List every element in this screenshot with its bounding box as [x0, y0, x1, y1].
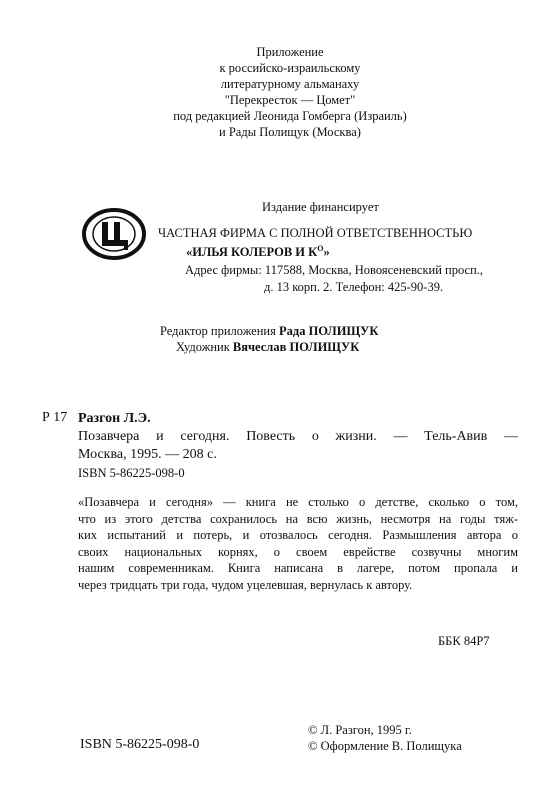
- catalog-isbn: ISBN 5-86225-098-0: [78, 466, 185, 480]
- editor-name: Рада ПОЛИЩУК: [279, 324, 379, 338]
- firm-name: [158, 226, 472, 260]
- header-line: и Рады Полищук (Москва): [219, 125, 361, 139]
- financed-by-label: Издание финансирует: [262, 200, 379, 214]
- artist-name: Вячеслав ПОЛИЩУК: [232, 340, 360, 354]
- annotation-line: своих национальных корнях, о своем еврействе созвучны многим: [78, 544, 518, 559]
- catalog-description-line2: Москва, 1995. — 208 с.: [78, 447, 217, 462]
- footer-isbn: ISBN 5-86225-098-0: [80, 737, 200, 752]
- artist-label: Художник: [176, 340, 230, 354]
- annotation-line: нашим современникам. Книга написана в лагере, потом пропала и: [78, 561, 518, 575]
- bbk-code: ББК 84Р7: [438, 634, 490, 648]
- firm-name-line1: ЧАСТНАЯ ФИРМА С ПОЛНОЙ ОТВЕТСТВЕННОСТЬЮ: [158, 226, 473, 240]
- publisher-logo-icon: [80, 207, 148, 261]
- firm-name-superscript: О: [317, 244, 324, 253]
- annotation-line: что из этого детства сохранилось на всю жизнь, несмотря на годы тяж-: [78, 511, 518, 526]
- firm-name-end: »: [323, 245, 330, 260]
- annotation-line: через тридцать три года, чудом уцелевшая, вернулась к автору.: [78, 577, 413, 592]
- annotation-line: ких испытаний и потерь, и отозвалось сегодня. Размышления автора о: [78, 528, 518, 542]
- catalog-entry: [78, 410, 518, 464]
- annotation-line: «Позавчера и сегодня» — книга не столько о детстве, сколько о том,: [78, 495, 518, 509]
- copyright-block: [308, 722, 462, 754]
- artist-credit: [160, 339, 378, 355]
- catalog-code: Р 17: [42, 410, 68, 425]
- copyright-design: © Оформление В. Полищука: [308, 739, 462, 753]
- copyright-author: © Л. Разгон, 1995 г.: [308, 723, 412, 737]
- annotation: [78, 494, 518, 593]
- header-line: Приложение: [256, 45, 324, 59]
- address-line2: д. 13 корп. 2. Телефон: 425-90-39.: [264, 280, 444, 294]
- address-line1: Адрес фирмы: 117588, Москва, Новоясеневский просп.,: [185, 263, 484, 277]
- header-line: "Перекресток — Цомет": [224, 93, 356, 107]
- editor-label: Редактор приложения: [160, 324, 276, 338]
- firm-name-line2: [158, 241, 472, 260]
- firm-address: [185, 262, 483, 296]
- header-line: к российско-израильскому: [219, 61, 361, 75]
- header-block: [170, 44, 410, 140]
- catalog-description-line1: Позавчера и сегодня. Повесть о жизни. — Тель-Авив —: [78, 429, 518, 444]
- editor-credit: [160, 323, 378, 339]
- staff-credits: [160, 323, 378, 355]
- catalog-author: Разгон Л.Э.: [78, 411, 151, 426]
- header-line: литературному альманаху: [220, 77, 360, 91]
- header-line: под редакцией Леонида Гомберга (Израиль): [173, 109, 407, 123]
- firm-name-text: «ИЛЬЯ КОЛЕРОВ И К: [186, 245, 318, 260]
